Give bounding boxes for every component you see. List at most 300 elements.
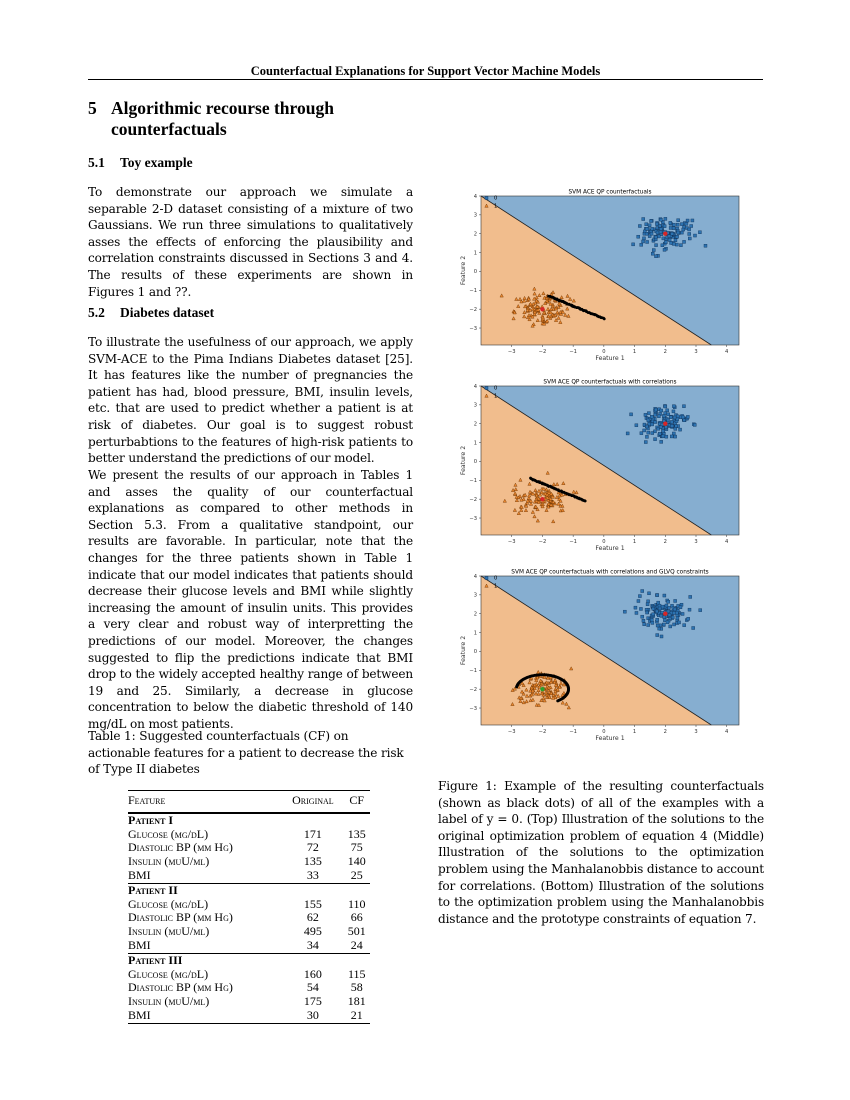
- table-cell-feature: BMI: [128, 937, 151, 952]
- y-tick-label: 2: [473, 421, 477, 428]
- table-header-cf: CF: [344, 791, 371, 813]
- table-cell-feature: Glucose (mg/dL): [128, 966, 209, 981]
- table-row: [128, 841, 370, 855]
- subsection-number: 5.1: [88, 155, 105, 170]
- subsection-title: Toy example: [120, 155, 193, 170]
- class-0-point: [685, 222, 688, 225]
- class-0-point: [674, 599, 677, 602]
- table-cell-original: 33: [306, 867, 319, 882]
- class-0-point: [630, 413, 633, 416]
- class-0-point: [667, 419, 670, 422]
- x-tick-label: −3: [507, 539, 516, 545]
- plot-title: SVM ACE QP counterfactuals with correlations and GLVQ constraints: [511, 569, 709, 576]
- class-0-point: [659, 425, 662, 428]
- x-tick-label: 3: [694, 539, 698, 545]
- table-group-label: Patient II: [128, 883, 370, 897]
- x-tick-label: 2: [663, 539, 667, 545]
- x-tick-label: −2: [538, 729, 547, 735]
- class-0-point: [688, 608, 691, 611]
- x-tick-label: 2: [663, 349, 667, 355]
- figure-bottom: [458, 566, 740, 751]
- paragraph-diabetes-1: To illustrate the usefulness of our approach, we apply SVM-ACE to the Pima Indians Diabetes dataset [25]. It has features like the number of pregnancies the patient has had, blood pressure, BMI, insulin levels, etc. that are used to predict whether a patient is at risk of diabetes. Our goal is to suggest robust perturbabtions to the features of high-risk patients to better understand the predictions of our model.: [88, 335, 413, 466]
- class-0-point: [654, 236, 657, 239]
- plot-title: SVM ACE QP counterfactuals with correlations: [543, 379, 677, 386]
- y-tick-label: −3: [469, 325, 477, 332]
- class-0-point: [672, 223, 675, 226]
- class-0-point: [652, 613, 655, 616]
- class-0-point: [672, 432, 675, 435]
- class-0-point: [699, 609, 702, 612]
- table-row: [128, 925, 370, 939]
- figure-caption: Figure 1: Example of the resulting counterfactuals (shown as black dots) of all of the examples with a label of y = 0. (Top) Illustration of the solutions to the original optimization problem of equation 4 (Middle) Illustration of the solutions to the optimization problem using the Manhalanobbis distance to account for correlations. (Bottom) Illustration of the solutions to the optimization problem using the Manhalanobbis distance and the prototype constraints of equation 7.: [438, 779, 764, 926]
- class-0-point: [652, 607, 655, 610]
- class-0-point: [687, 617, 690, 620]
- class-0-point: [686, 219, 689, 222]
- class-0-point: [670, 241, 673, 244]
- class-0-point: [691, 219, 694, 222]
- x-tick-label: 1: [632, 349, 637, 355]
- class-0-point: [661, 605, 664, 608]
- x-tick-label: 4: [725, 539, 729, 545]
- class-0-point: [665, 604, 668, 607]
- legend-label-0: 0: [494, 575, 498, 582]
- class-0-point: [668, 614, 671, 617]
- class-0-point: [673, 608, 676, 611]
- table-row: [128, 968, 370, 982]
- class-0-point: [671, 616, 674, 619]
- class-0-point: [682, 228, 685, 231]
- legend-label-1: 1: [494, 203, 498, 210]
- class-0-point: [638, 595, 641, 598]
- y-tick-label: 0: [473, 459, 477, 466]
- class-0-point: [651, 423, 654, 426]
- running-header: Counterfactual Explanations for Support Vector Machine Models: [250, 64, 601, 78]
- table-cell-original: 30: [282, 1009, 343, 1023]
- table-cell-original: 175: [303, 994, 322, 1009]
- legend-label-0: 0: [494, 195, 498, 202]
- class-0-point: [662, 430, 665, 433]
- class-0-point: [683, 419, 686, 422]
- class-0-point: [660, 228, 663, 231]
- class-0-point: [679, 428, 682, 431]
- class-0-point: [639, 607, 642, 610]
- table-cell-feature: Glucose (mg/dL): [128, 896, 209, 911]
- class-0-point: [648, 592, 651, 595]
- y-tick-label: 1: [473, 250, 477, 257]
- y-tick-label: −1: [469, 668, 477, 675]
- class-0-point: [654, 255, 657, 258]
- class-0-point: [656, 223, 659, 226]
- class-0-point: [680, 223, 683, 226]
- class-0-point: [651, 252, 654, 255]
- table-caption: Table 1: Suggested counterfactuals (CF) on actionable features for a patient to decrease the risk of Type II diabetes: [88, 729, 404, 777]
- table-cell-feature: Diastolic BP (mm Hg): [128, 910, 233, 925]
- table-group-row: [128, 813, 370, 828]
- y-tick-label: −2: [469, 496, 477, 503]
- class-0-point: [681, 612, 684, 615]
- class-0-point: [659, 230, 662, 233]
- class-0-point: [645, 435, 648, 438]
- class-0-point: [669, 416, 672, 419]
- table-cell-feature: Insulin (muU/ml): [128, 854, 210, 869]
- y-axis-label: Feature 2: [460, 255, 467, 286]
- class-0-point: [665, 435, 668, 438]
- class-0-point: [638, 224, 641, 227]
- class-0-point: [654, 408, 657, 411]
- class-0-point: [656, 594, 659, 597]
- class-0-point: [664, 405, 667, 408]
- class-0-point: [640, 243, 643, 246]
- x-tick-label: −2: [538, 539, 547, 545]
- counterfactual-table: [128, 790, 370, 1024]
- class-0-point: [657, 601, 660, 604]
- table-cell-original: 135: [303, 854, 322, 869]
- table-cell-original: 34: [306, 937, 319, 952]
- class-0-center: [663, 612, 667, 616]
- class-1-center: [540, 307, 544, 311]
- class-0-point: [661, 244, 664, 247]
- legend-label-1: 1: [494, 393, 498, 400]
- table-cell-original: 62: [306, 910, 319, 925]
- class-0-point: [660, 409, 663, 412]
- class-0-point: [658, 432, 661, 435]
- table-cell-feature: Glucose (mg/dL): [128, 826, 209, 841]
- plot-title: SVM ACE QP counterfactuals: [568, 189, 652, 196]
- class-0-point: [677, 231, 680, 234]
- x-tick-label: 2: [663, 729, 667, 735]
- table-cell-cf: 24: [350, 937, 363, 952]
- class-0-point: [675, 243, 678, 246]
- table-cell-cf: 140: [347, 854, 366, 869]
- class-0-point: [657, 415, 660, 418]
- figure-top: [458, 186, 740, 371]
- class-0-point: [650, 415, 653, 418]
- plot-bottom: [458, 566, 740, 751]
- class-0-point: [680, 231, 683, 234]
- x-tick-label: 1: [632, 539, 637, 545]
- table-cell-cf: 75: [350, 840, 363, 855]
- table-row: [128, 828, 370, 842]
- class-0-point: [647, 431, 650, 434]
- class-0-point: [658, 604, 661, 607]
- class-0-point: [658, 224, 661, 227]
- y-tick-label: 2: [473, 611, 477, 618]
- class-0-point: [682, 405, 685, 408]
- class-0-point: [660, 635, 663, 638]
- class-0-point: [664, 412, 667, 415]
- class-0-point: [656, 618, 659, 621]
- subsection-title: Diabetes dataset: [120, 305, 215, 320]
- legend-label-1: 1: [494, 583, 498, 590]
- section-heading: [88, 98, 408, 140]
- class-0-point: [674, 427, 677, 430]
- class-0-point: [662, 435, 665, 438]
- class-0-point: [673, 416, 676, 419]
- class-0-point: [656, 231, 659, 234]
- plot-middle: [458, 376, 740, 561]
- class-0-point: [683, 240, 686, 243]
- table-row: [128, 855, 370, 869]
- table-cell-cf: 135: [347, 826, 366, 841]
- table-cell-original: 155: [303, 896, 322, 911]
- y-tick-label: 2: [473, 231, 477, 238]
- counterfactual-point: [603, 318, 606, 321]
- class-0-point: [654, 438, 657, 441]
- class-0-point: [642, 240, 645, 243]
- class-0-point: [654, 413, 657, 416]
- class-0-point: [672, 405, 675, 408]
- class-0-point: [676, 235, 679, 238]
- y-axis-label: Feature 2: [460, 635, 467, 666]
- class-0-point: [645, 223, 648, 226]
- subsection-number: 5.2: [88, 305, 105, 320]
- class-0-point: [672, 410, 675, 413]
- counterfactual-point: [556, 699, 559, 702]
- class-0-point: [663, 248, 666, 251]
- y-tick-label: 1: [473, 440, 477, 447]
- class-0-point: [659, 218, 662, 221]
- y-axis-label: Feature 2: [460, 445, 467, 476]
- y-tick-label: 3: [473, 212, 477, 219]
- x-tick-label: 1: [632, 729, 637, 735]
- y-tick-label: −1: [469, 478, 477, 485]
- x-tick-label: 0: [602, 729, 606, 735]
- class-0-point: [645, 227, 648, 230]
- class-0-point: [663, 225, 666, 228]
- class-0-point: [663, 594, 666, 597]
- class-0-point: [656, 634, 659, 637]
- class-0-point: [690, 225, 693, 228]
- class-0-point: [676, 617, 679, 620]
- y-tick-label: −3: [469, 705, 477, 712]
- class-0-point: [663, 616, 666, 619]
- class-0-point: [632, 243, 635, 246]
- class-0-point: [644, 441, 647, 444]
- class-0-point: [644, 413, 647, 416]
- table-group-row: [128, 953, 370, 967]
- class-0-point: [646, 240, 649, 243]
- class-0-point: [689, 595, 692, 598]
- class-0-point: [643, 623, 646, 626]
- class-0-point: [664, 241, 667, 244]
- class-0-point: [658, 607, 661, 610]
- class-0-point: [655, 610, 658, 613]
- class-0-point: [648, 224, 651, 227]
- class-0-point: [662, 623, 665, 626]
- y-tick-label: 4: [473, 573, 477, 580]
- legend-marker-0: [485, 387, 488, 390]
- class-0-point: [686, 415, 689, 418]
- class-0-point: [674, 435, 677, 438]
- table-row: [128, 939, 370, 953]
- class-0-point: [679, 606, 682, 609]
- y-tick-label: 3: [473, 592, 477, 599]
- x-tick-label: 0: [602, 539, 606, 545]
- class-0-point: [657, 235, 660, 238]
- x-axis-label: Feature 1: [595, 545, 625, 552]
- y-tick-label: −2: [469, 686, 477, 693]
- legend-marker-0: [485, 197, 488, 200]
- table-row: [128, 869, 370, 883]
- class-0-point: [645, 232, 648, 235]
- table-cell-cf: 58: [350, 980, 363, 995]
- class-0-point: [667, 600, 670, 603]
- table-row: [128, 995, 370, 1009]
- table-cell-cf: 501: [347, 924, 366, 939]
- table-cell-cf: 66: [350, 910, 363, 925]
- x-axis-label: Feature 1: [595, 735, 625, 742]
- table-cell-cf: 115: [347, 966, 366, 981]
- x-tick-label: −2: [538, 349, 547, 355]
- class-0-point: [658, 627, 661, 630]
- class-0-point: [635, 611, 638, 614]
- class-0-point: [688, 228, 691, 231]
- table-cell-original: 54: [306, 980, 319, 995]
- y-tick-label: −1: [469, 288, 477, 295]
- class-0-point: [675, 611, 678, 614]
- class-0-point: [683, 624, 686, 627]
- class-0-point: [682, 416, 685, 419]
- table-cell-cf: 181: [347, 994, 366, 1009]
- class-1-center: [540, 497, 544, 501]
- class-0-point: [634, 606, 637, 609]
- class-0-point: [635, 424, 638, 427]
- class-0-point: [655, 244, 658, 247]
- y-tick-label: 4: [473, 193, 477, 200]
- class-0-point: [704, 244, 707, 247]
- class-0-point: [651, 227, 654, 230]
- class-0-point: [673, 623, 676, 626]
- x-tick-label: 4: [725, 729, 729, 735]
- table-row: [128, 1009, 370, 1023]
- class-0-point: [677, 219, 680, 222]
- y-tick-label: −3: [469, 515, 477, 522]
- class-0-point: [660, 440, 663, 443]
- class-0-point: [665, 426, 668, 429]
- class-0-point: [667, 413, 670, 416]
- class-0-point: [676, 415, 679, 418]
- table-group-label: Patient I: [128, 813, 370, 828]
- class-0-point: [642, 218, 645, 221]
- table-cell-original: 72: [306, 840, 319, 855]
- class-0-point: [670, 424, 673, 427]
- class-0-point: [672, 242, 675, 245]
- class-0-point: [672, 227, 675, 230]
- class-0-point: [645, 425, 648, 428]
- table-cell-feature: Insulin (muU/ml): [128, 924, 210, 939]
- section-number: 5: [88, 98, 97, 118]
- x-tick-label: 4: [725, 349, 729, 355]
- class-0-point: [674, 239, 677, 242]
- class-0-point: [662, 237, 665, 240]
- class-0-point: [623, 610, 626, 613]
- class-0-point: [678, 621, 681, 624]
- header-rule: [88, 79, 763, 80]
- x-tick-label: 3: [694, 729, 698, 735]
- class-0-point: [647, 624, 650, 627]
- class-0-point: [666, 621, 669, 624]
- class-0-point: [668, 238, 671, 241]
- legend-marker-0: [485, 577, 488, 580]
- class-0-point: [671, 232, 674, 235]
- class-0-point: [670, 435, 673, 438]
- class-0-point: [651, 621, 654, 624]
- y-tick-label: 4: [473, 383, 477, 390]
- class-0-center: [663, 232, 667, 236]
- class-0-point: [698, 231, 701, 234]
- table-row: [128, 911, 370, 925]
- table-cell-feature: BMI: [128, 867, 151, 882]
- x-tick-label: 0: [602, 349, 606, 355]
- y-tick-label: −2: [469, 306, 477, 313]
- class-0-point: [650, 232, 653, 235]
- class-0-point: [626, 432, 629, 435]
- x-tick-label: −3: [507, 349, 516, 355]
- table-cell-cf: 21: [344, 1009, 371, 1023]
- class-0-point: [676, 223, 679, 226]
- class-0-point: [642, 619, 645, 622]
- table-cell-feature: BMI: [128, 1009, 282, 1023]
- class-0-point: [647, 419, 650, 422]
- class-0-point: [641, 615, 644, 618]
- class-0-point: [688, 232, 691, 235]
- paragraph-toy: To demonstrate our approach we simulate a separable 2-D dataset consisting of a mixture of two Gaussians. We run three simulations to qualitatively asses the effects of enforcing the plausibility and correlation constraints discussed in Sections 3 and 4. The results of these experiments are shown in Figures 1 and ??.: [88, 185, 413, 299]
- class-0-point: [647, 412, 650, 415]
- table-cell-original: 495: [303, 924, 322, 939]
- table-group-label: Patient III: [128, 953, 370, 967]
- table-cell-cf: 110: [347, 896, 366, 911]
- table-row: [128, 981, 370, 995]
- class-0-point: [656, 624, 659, 627]
- paragraph-diabetes-2: We present the results of our approach in Tables 1 and asses the quality of our counterfactual explanations as compared to other methods in Section 5.3. From a qualitative standpoint, our results are favorable. In particular, note that the changes for the three patients shown in Table 1 indicate that our model indicates that patients should decrease their glucose levels and BMI while slightly increasing the amount of insulin units. This provides a very clear and robust way of interpretting the predictions of our model. Moreover, the changes suggested to flip the predictions indicate that BMI drop to the widely accepted healthy range of between 19 and 25. Similarly, a decrease in glucose concentration to below the diabetic threshold of 140 mg/dL on most patients.: [88, 468, 413, 731]
- class-0-point: [664, 217, 667, 220]
- plot-top: [458, 186, 740, 371]
- counterfactual-point: [584, 500, 587, 503]
- figure-middle: [458, 376, 740, 561]
- class-0-point: [670, 420, 673, 423]
- table-cell-cf: 25: [350, 867, 363, 882]
- class-0-point: [692, 626, 695, 629]
- table-cell-feature: Diastolic BP (mm Hg): [128, 980, 233, 995]
- x-axis-label: Feature 1: [595, 355, 625, 362]
- class-0-point: [642, 237, 645, 240]
- table-row: [128, 898, 370, 912]
- class-0-point: [641, 590, 644, 593]
- class-0-point: [660, 614, 663, 617]
- class-0-point: [662, 414, 665, 417]
- class-0-point: [646, 603, 649, 606]
- class-0-point: [669, 625, 672, 628]
- table-header-original: Original: [282, 791, 343, 813]
- table-header-feature: Feature: [128, 791, 282, 813]
- class-0-point: [667, 610, 670, 613]
- class-1-center: [540, 687, 544, 691]
- class-0-point: [640, 432, 643, 435]
- class-0-point: [688, 237, 691, 240]
- class-0-point: [652, 249, 655, 252]
- class-0-point: [679, 244, 682, 247]
- section-title: Algorithmic recourse through counterfactuals: [111, 98, 334, 139]
- legend-label-0: 0: [494, 385, 498, 392]
- class-0-point: [693, 234, 696, 237]
- table-cell-feature: Diastolic BP (mm Hg): [128, 840, 233, 855]
- subsection-heading-toy: [88, 155, 193, 171]
- class-0-point: [647, 600, 650, 603]
- class-0-point: [693, 423, 696, 426]
- class-0-point: [650, 220, 653, 223]
- x-tick-label: −1: [569, 729, 577, 735]
- x-tick-label: −3: [507, 729, 516, 735]
